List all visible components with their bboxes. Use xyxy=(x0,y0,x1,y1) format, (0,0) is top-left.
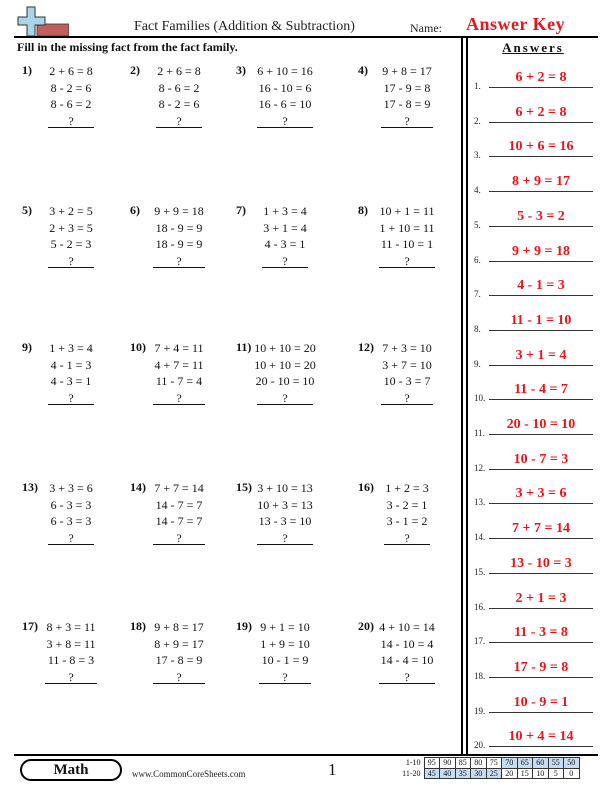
fact-line: 10 - 3 = 7 xyxy=(383,374,431,388)
fact-line: 3 - 2 = 1 xyxy=(386,497,428,512)
score-cell: 15 xyxy=(517,768,533,779)
answer-row-4 xyxy=(474,175,594,195)
fact-lines xyxy=(148,203,210,269)
fact-line: 11 - 8 = 3 xyxy=(47,653,95,667)
fact-lines xyxy=(376,340,438,406)
problem-16 xyxy=(358,480,468,560)
answer-row-20 xyxy=(474,730,594,750)
answer-blank-line xyxy=(153,683,205,684)
score-cell: 35 xyxy=(455,768,471,779)
problem-number: 15) xyxy=(236,480,252,494)
answer-text: 10 - 7 = 3 xyxy=(513,451,569,467)
fact-line: 3 + 7 = 10 xyxy=(382,357,432,372)
problem-number: 2) xyxy=(130,63,140,77)
fact-line: 9 + 1 = 10 xyxy=(260,620,310,634)
problem-8 xyxy=(358,203,468,283)
score-cell: 90 xyxy=(440,758,456,769)
answer-text: 20 - 10 = 10 xyxy=(506,417,576,432)
answer-index: 9. xyxy=(474,358,481,369)
answer-underline xyxy=(489,365,593,366)
score-cell: 0 xyxy=(564,768,580,779)
problem-number: 20) xyxy=(358,619,374,633)
score-cell: 10 xyxy=(533,768,549,779)
answer-row-5 xyxy=(474,210,594,230)
fact-lines xyxy=(376,480,438,546)
fact-lines xyxy=(254,619,316,685)
answer-index: 1. xyxy=(474,81,481,91)
answer-row-1 xyxy=(474,71,594,91)
score-cell: 80 xyxy=(471,758,487,769)
answer-text: 4 - 1 = 3 xyxy=(517,278,565,294)
fact-line: 13 - 3 = 10 xyxy=(258,514,312,528)
answer-blank-line xyxy=(384,544,430,545)
fact-line: 10 + 1 = 11 xyxy=(379,204,435,218)
answer-row-9 xyxy=(474,349,594,369)
answer-underline xyxy=(489,503,593,504)
answer-underline xyxy=(489,469,593,470)
worksheet-header xyxy=(0,0,612,40)
answer-row-12 xyxy=(474,453,594,473)
problem-1 xyxy=(22,63,132,143)
answer-text: 17 - 9 = 8 xyxy=(513,659,569,675)
answer-row-15 xyxy=(474,557,594,577)
fact-line: 11 - 7 = 4 xyxy=(155,374,203,388)
answer-blank-line xyxy=(153,404,205,405)
missing-fact-placeholder: ? xyxy=(176,390,182,405)
fact-line: 2 + 6 = 8 xyxy=(49,64,93,78)
answer-blank-line xyxy=(257,127,313,128)
score-cell: 45 xyxy=(424,768,440,779)
problem-number: 19) xyxy=(236,619,252,633)
answer-blank-line xyxy=(45,683,97,684)
answer-underline xyxy=(489,642,593,643)
answer-underline xyxy=(489,261,593,262)
answer-index: 4. xyxy=(474,185,481,196)
missing-fact-placeholder: ? xyxy=(176,113,182,128)
score-cell: 25 xyxy=(486,768,502,779)
answer-text: 11 - 3 = 8 xyxy=(514,625,568,641)
fact-line: 9 + 8 = 17 xyxy=(154,620,204,634)
fact-line: 11 - 10 = 1 xyxy=(380,237,434,251)
problem-number: 8) xyxy=(358,203,368,217)
problem-number: 18) xyxy=(130,619,146,633)
missing-fact-placeholder: ? xyxy=(404,253,410,268)
answer-text: 10 - 9 = 1 xyxy=(513,694,569,710)
answer-blank-line xyxy=(153,544,205,545)
score-cell: 55 xyxy=(548,758,564,769)
fact-lines xyxy=(40,63,102,129)
answer-row-11 xyxy=(474,418,594,438)
fact-line: 8 - 6 = 2 xyxy=(50,97,92,111)
fact-line: 14 - 7 = 7 xyxy=(155,514,203,528)
fact-line: 3 + 1 = 4 xyxy=(263,220,307,235)
fact-line: 4 + 7 = 11 xyxy=(154,357,204,372)
answer-underline xyxy=(489,399,593,400)
missing-fact-placeholder: ? xyxy=(404,390,410,405)
score-row-1-10 xyxy=(398,758,579,769)
fact-line: 4 - 3 = 1 xyxy=(264,237,306,251)
answer-index: 6. xyxy=(474,254,481,265)
score-cell: 5 xyxy=(548,768,564,779)
answer-index: 11. xyxy=(474,428,485,438)
answers-heading: Answers xyxy=(502,40,564,55)
answer-index: 5. xyxy=(474,219,481,230)
answer-text: 11 - 4 = 7 xyxy=(514,382,568,398)
fact-line: 6 + 10 = 16 xyxy=(257,64,313,78)
score-table xyxy=(398,757,580,779)
score-cell: 70 xyxy=(502,758,518,769)
fact-line: 7 + 4 = 11 xyxy=(154,341,204,355)
answer-blank-line xyxy=(259,683,311,684)
fact-lines xyxy=(254,203,316,269)
fact-line: 10 + 10 = 20 xyxy=(254,341,316,355)
answer-blank-line xyxy=(48,404,94,405)
problem-number: 14) xyxy=(130,480,146,494)
score-cell: 75 xyxy=(486,758,502,769)
answer-key-label: Answer Key xyxy=(466,14,566,34)
fact-lines xyxy=(40,619,102,685)
answer-blank-line xyxy=(379,267,435,268)
answer-index: 14. xyxy=(474,532,486,543)
fact-line: 1 + 3 = 4 xyxy=(263,204,307,218)
name-label: Name: xyxy=(410,21,442,35)
answer-blank-line xyxy=(381,404,433,405)
score-cell: 30 xyxy=(471,768,487,779)
fact-lines xyxy=(40,480,102,546)
missing-fact-placeholder: ? xyxy=(282,390,288,405)
plus-sign-logo-icon xyxy=(17,6,69,38)
answer-row-14 xyxy=(474,522,594,542)
fact-lines xyxy=(40,203,102,269)
fact-line: 17 - 8 = 9 xyxy=(383,97,431,111)
answer-row-13 xyxy=(474,487,594,507)
missing-fact-placeholder: ? xyxy=(282,530,288,545)
answer-underline xyxy=(489,677,593,678)
problem-11 xyxy=(236,340,346,420)
fact-line: 10 - 1 = 9 xyxy=(261,653,309,667)
fact-line: 16 - 10 = 6 xyxy=(258,80,312,95)
problem-number: 3) xyxy=(236,63,246,77)
problem-15 xyxy=(236,480,346,560)
score-row-label: 1-10 xyxy=(405,758,421,768)
fact-line: 8 - 2 = 6 xyxy=(50,80,92,95)
missing-fact-placeholder: ? xyxy=(176,530,182,545)
fact-line: 1 + 3 = 4 xyxy=(49,341,93,355)
fact-lines xyxy=(148,480,210,546)
answer-index: 10. xyxy=(474,393,486,404)
answer-underline xyxy=(489,573,593,574)
fact-line: 1 + 9 = 10 xyxy=(260,636,310,651)
answer-underline xyxy=(489,295,593,296)
score-cell: 40 xyxy=(440,768,456,779)
answer-text: 10 + 6 = 16 xyxy=(508,139,574,155)
problem-number: 1) xyxy=(22,63,32,77)
fact-line: 18 - 9 = 9 xyxy=(155,237,203,251)
fact-line: 10 + 10 = 20 xyxy=(254,357,316,372)
answer-row-17 xyxy=(474,626,594,646)
fact-line: 3 + 2 = 5 xyxy=(49,204,93,218)
problem-number: 4) xyxy=(358,63,368,77)
answer-index: 15. xyxy=(474,566,486,577)
answer-index: 2. xyxy=(474,115,481,126)
answer-row-18 xyxy=(474,661,594,681)
answer-row-7 xyxy=(474,279,594,299)
missing-fact-placeholder: ? xyxy=(404,669,410,684)
problem-3 xyxy=(236,63,346,143)
answer-text: 6 + 2 = 8 xyxy=(515,104,567,120)
fact-line: 9 + 8 = 17 xyxy=(382,64,432,78)
fact-line: 17 - 9 = 8 xyxy=(383,80,431,95)
answer-blank-line xyxy=(257,544,313,545)
answer-text: 7 + 7 = 14 xyxy=(512,521,570,537)
problem-10 xyxy=(130,340,240,420)
answer-underline xyxy=(489,226,593,227)
answer-index: 16. xyxy=(474,601,486,612)
missing-fact-placeholder: ? xyxy=(68,113,74,128)
answer-text: 3 + 1 = 4 xyxy=(515,347,567,363)
answer-text: 5 - 3 = 2 xyxy=(517,208,565,224)
problem-14 xyxy=(130,480,240,560)
header-divider xyxy=(14,36,598,38)
problem-number: 7) xyxy=(236,203,246,217)
answer-index: 20. xyxy=(474,740,486,751)
answer-index: 8. xyxy=(474,323,481,334)
score-cell: 65 xyxy=(517,758,533,769)
fact-line: 20 - 10 = 10 xyxy=(255,374,315,388)
missing-fact-placeholder: ? xyxy=(404,530,410,545)
problem-number: 10) xyxy=(130,340,146,354)
problem-4 xyxy=(358,63,468,143)
missing-fact-placeholder: ? xyxy=(282,669,288,684)
answer-index: 13. xyxy=(474,497,486,508)
footer-divider xyxy=(14,754,598,756)
fact-line: 14 - 4 = 10 xyxy=(380,653,434,667)
problem-2 xyxy=(130,63,240,143)
fact-line: 4 + 10 = 14 xyxy=(379,620,435,634)
answer-index: 19. xyxy=(474,705,486,716)
fact-line: 8 + 9 = 17 xyxy=(154,636,204,651)
answer-underline xyxy=(489,156,593,157)
problem-19 xyxy=(236,619,346,699)
answer-row-19 xyxy=(474,696,594,716)
answer-row-2 xyxy=(474,106,594,126)
answer-underline xyxy=(489,538,593,539)
site-url: www.CommonCoreSheets.com xyxy=(132,769,246,779)
missing-fact-placeholder: ? xyxy=(68,253,74,268)
problem-6 xyxy=(130,203,240,283)
answer-underline xyxy=(489,330,593,331)
fact-line: 18 - 9 = 9 xyxy=(155,220,203,235)
fact-line: 6 - 3 = 3 xyxy=(50,514,92,528)
missing-fact-placeholder: ? xyxy=(68,669,74,684)
missing-fact-placeholder: ? xyxy=(68,390,74,405)
score-cell: 85 xyxy=(455,758,471,769)
fact-lines xyxy=(376,63,438,129)
fact-line: 2 + 3 = 5 xyxy=(49,220,93,235)
problem-20 xyxy=(358,619,468,699)
missing-fact-placeholder: ? xyxy=(404,113,410,128)
answer-text: 9 + 9 = 18 xyxy=(512,243,570,259)
fact-line: 10 + 3 = 13 xyxy=(257,497,313,512)
fact-line: 3 - 1 = 2 xyxy=(386,514,428,528)
instructions: Fill in the missing fact from the fact family. xyxy=(17,40,238,54)
fact-line: 16 - 6 = 10 xyxy=(258,97,312,111)
fact-line: 7 + 3 = 10 xyxy=(382,341,432,355)
answer-underline xyxy=(489,191,593,192)
answer-text: 11 - 1 = 10 xyxy=(510,312,572,328)
fact-line: 8 - 6 = 2 xyxy=(158,80,200,95)
page-number: 1 xyxy=(328,760,337,779)
fact-lines xyxy=(254,340,316,406)
fact-line: 7 + 7 = 14 xyxy=(154,481,204,495)
missing-fact-placeholder: ? xyxy=(176,669,182,684)
worksheet-title: Fact Families (Addition & Subtraction) xyxy=(134,19,355,34)
answer-blank-line xyxy=(257,404,313,405)
answer-index: 3. xyxy=(474,150,481,161)
fact-line: 5 - 2 = 3 xyxy=(50,237,92,251)
fact-line: 17 - 8 = 9 xyxy=(155,653,203,667)
answer-index: 7. xyxy=(474,289,481,300)
problem-number: 12) xyxy=(358,340,374,354)
problem-17 xyxy=(22,619,132,699)
answer-blank-line xyxy=(156,127,202,128)
problem-12 xyxy=(358,340,468,420)
answer-text: 6 + 2 = 8 xyxy=(515,70,567,85)
problem-number: 17) xyxy=(22,619,38,633)
missing-fact-placeholder: ? xyxy=(282,253,288,268)
score-cell: 95 xyxy=(424,758,440,769)
answer-blank-line xyxy=(381,127,433,128)
answer-underline xyxy=(489,87,593,88)
score-cell: 20 xyxy=(502,768,518,779)
answer-row-10 xyxy=(474,383,594,403)
fact-line: 9 + 9 = 18 xyxy=(154,204,204,218)
fact-line: 3 + 8 = 11 xyxy=(46,636,96,651)
answer-index: 17. xyxy=(474,636,486,647)
answer-underline xyxy=(489,746,593,747)
fact-line: 14 - 10 = 4 xyxy=(380,636,434,651)
fact-line: 4 - 3 = 1 xyxy=(50,374,92,388)
problem-number: 11) xyxy=(236,340,252,354)
answer-row-8 xyxy=(474,314,594,334)
answer-blank-line xyxy=(379,683,435,684)
problem-7 xyxy=(236,203,346,283)
answer-blank-line xyxy=(153,267,205,268)
answer-text: 13 - 10 = 3 xyxy=(510,555,572,571)
fact-line: 1 + 2 = 3 xyxy=(385,481,429,495)
answer-index: 12. xyxy=(474,462,486,473)
fact-line: 3 + 10 = 13 xyxy=(257,481,313,495)
answer-blank-line xyxy=(48,544,94,545)
answer-text: 10 + 4 = 14 xyxy=(508,729,574,745)
score-row-label: 11-20 xyxy=(402,768,421,778)
fact-lines xyxy=(148,63,210,129)
problem-number: 9) xyxy=(22,340,32,354)
answer-underline xyxy=(489,122,593,123)
fact-line: 3 + 3 = 6 xyxy=(49,481,93,495)
problem-9 xyxy=(22,340,132,420)
score-row-11-20 xyxy=(398,768,579,779)
fact-line: 8 + 3 = 11 xyxy=(46,620,96,634)
fact-line: 14 - 7 = 7 xyxy=(155,497,203,512)
fact-line: 2 + 6 = 8 xyxy=(157,64,201,78)
fact-line: 4 - 1 = 3 xyxy=(50,357,92,372)
fact-lines xyxy=(254,63,316,129)
score-cell: 50 xyxy=(564,758,580,769)
problem-13 xyxy=(22,480,132,560)
fact-line: 6 - 3 = 3 xyxy=(50,497,92,512)
problem-18 xyxy=(130,619,240,699)
answer-row-16 xyxy=(474,592,594,612)
answer-blank-line xyxy=(48,127,94,128)
fact-line: 1 + 10 = 11 xyxy=(379,220,435,235)
answer-row-6 xyxy=(474,245,594,265)
score-cell: 60 xyxy=(533,758,549,769)
answer-text: 3 + 3 = 6 xyxy=(515,486,567,502)
missing-fact-placeholder: ? xyxy=(282,113,288,128)
fact-lines xyxy=(376,203,438,269)
fact-lines xyxy=(148,340,210,406)
subject-badge: Math xyxy=(20,759,122,781)
fact-lines xyxy=(376,619,438,685)
fact-lines xyxy=(40,340,102,406)
answer-underline xyxy=(489,434,593,435)
answer-underline xyxy=(489,608,593,609)
answer-underline xyxy=(489,712,593,713)
problem-number: 5) xyxy=(22,203,32,217)
answer-blank-line xyxy=(262,267,308,268)
problem-5 xyxy=(22,203,132,283)
answer-text: 2 + 1 = 3 xyxy=(515,590,567,606)
answer-blank-line xyxy=(48,267,94,268)
answer-row-3 xyxy=(474,140,594,160)
problem-number: 13) xyxy=(22,480,38,494)
problem-number: 16) xyxy=(358,480,374,494)
missing-fact-placeholder: ? xyxy=(68,530,74,545)
fact-line: 8 - 2 = 6 xyxy=(158,97,200,111)
problem-number: 6) xyxy=(130,203,140,217)
answer-text: 8 + 9 = 17 xyxy=(512,174,570,190)
fact-lines xyxy=(148,619,210,685)
answer-index: 18. xyxy=(474,670,486,681)
fact-lines xyxy=(254,480,316,546)
missing-fact-placeholder: ? xyxy=(176,253,182,268)
